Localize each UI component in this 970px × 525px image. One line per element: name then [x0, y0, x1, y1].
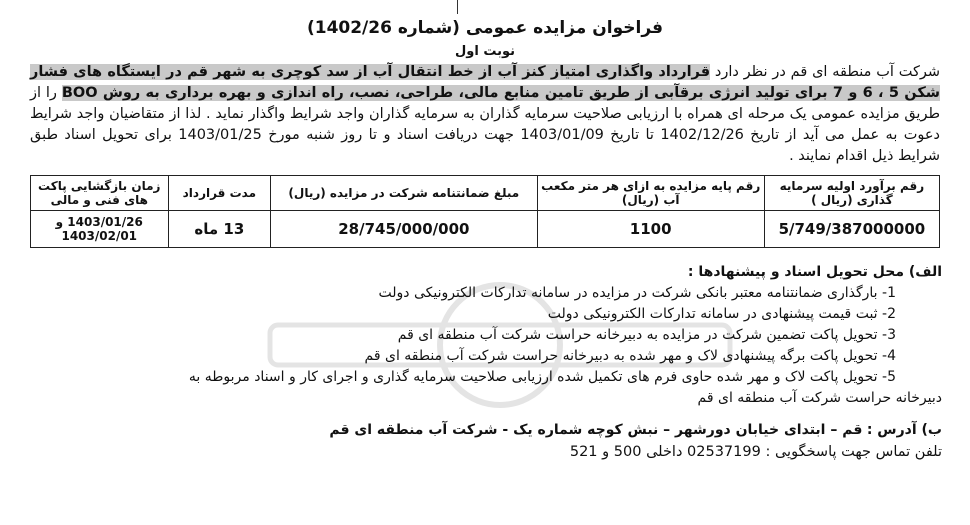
table-cell: 1403/01/26 و 1403/02/01	[31, 211, 169, 248]
section-delivery	[27, 262, 942, 409]
intro-highlight: قرارداد واگذاری امتیاز کنز آب از خط انتقال آب از سد کوچری به شهر قم در ایستگاه های فشار شکن 5 ، 6 و 7 برای تولید انرژی برقآبی از طریق تامین منابع مالی، طراحی، نصب، راه اندازی و بهره برداری به روش BOO	[30, 64, 941, 101]
intro-paragraph	[30, 62, 940, 167]
intro-before: شرکت آب منطقه ای قم در نظر دارد	[714, 64, 941, 80]
table-cell: 1100	[537, 211, 764, 248]
tender-info-table	[30, 175, 940, 248]
section-a-title: الف) محل تحویل اسناد و پیشنهادها :	[687, 264, 942, 280]
table-cell: 5/749/387000000	[764, 211, 939, 248]
list-item: 2- ثبت قیمت پیشنهادی در سامانه تدارکات الکترونیکی دولت	[547, 306, 896, 322]
table-cell: 13 ماه	[168, 211, 271, 248]
list-item-continuation: دبیرخانه حراست شرکت آب منطقه ای قم	[697, 390, 942, 406]
table-header-cell: مبلغ ضمانتنامه شرکت در مزایده (ریال)	[271, 176, 537, 211]
list-item: 3- تحویل پاکت تضمین شرکت در مزایده به دبیرخانه حراست شرکت آب منطقه ای قم	[397, 327, 896, 343]
address-text: قم – ابتدای خیابان دورشهر – نبش کوچه شماره یک - شرکت آب منطقه ای قم	[329, 422, 863, 438]
table-row	[31, 211, 940, 248]
list-item: 4- تحویل پاکت برگه پیشنهادی لاک و مهر شده به دبیرخانه حراست شرکت آب منطقه ای قم	[364, 348, 896, 364]
top-tick-mark	[457, 0, 458, 14]
table-header-row	[31, 176, 940, 211]
notice-title: فراخوان مزایده عمومی (شماره 1402/26)	[306, 18, 664, 38]
table-header-cell: رقم برآورد اولیه سرمایه گذاری (ریال )	[764, 176, 939, 211]
table-cell: 28/745/000/000	[271, 211, 537, 248]
list-item: 1- بارگذاری ضمانتنامه معتبر بانکی شرکت در مزایده در سامانه تدارکات الکترونیکی دولت	[378, 285, 896, 301]
section-address	[27, 420, 942, 441]
list-item: 5- تحویل پاکت لاک و مهر شده حاوی فرم های تکمیل شده ارزیابی صلاحیت سرمایه گذاری و اجرای کار و اسناد مربوطه به	[188, 369, 896, 385]
table-header-cell: رقم پایه مزایده به ازای هر متر مکعب آب (ریال)	[537, 176, 764, 211]
table-header-cell: مدت قرارداد	[168, 176, 271, 211]
contact-phone: تلفن تماس جهت پاسخگویی : 02537199 داخلی 500 و 521	[569, 444, 942, 460]
intro-after: را از طریق مزایده عمومی یک مرحله ای همراه با ارزیابی صلاحیت سرمایه گذاران به سرمایه گذاران واجد شرایط واگذار نماید . لذا از متقاضیان واجد شرایط دعوت به عمل می آید از تاریخ 1402/12/26 تا تاریخ 1403/01/09 جهت دریافت اسناد و تا روز شنبه مورخ 1403/01/25 برای تحویل اسناد طبق شرایط ذیل اقدام نمایند .	[30, 85, 940, 164]
notice-round: نوبت اول	[454, 44, 516, 59]
table-header-cell: زمان بازگشایی پاکت های فنی و مالی	[31, 176, 169, 211]
address-label: ب) آدرس :	[866, 422, 942, 438]
